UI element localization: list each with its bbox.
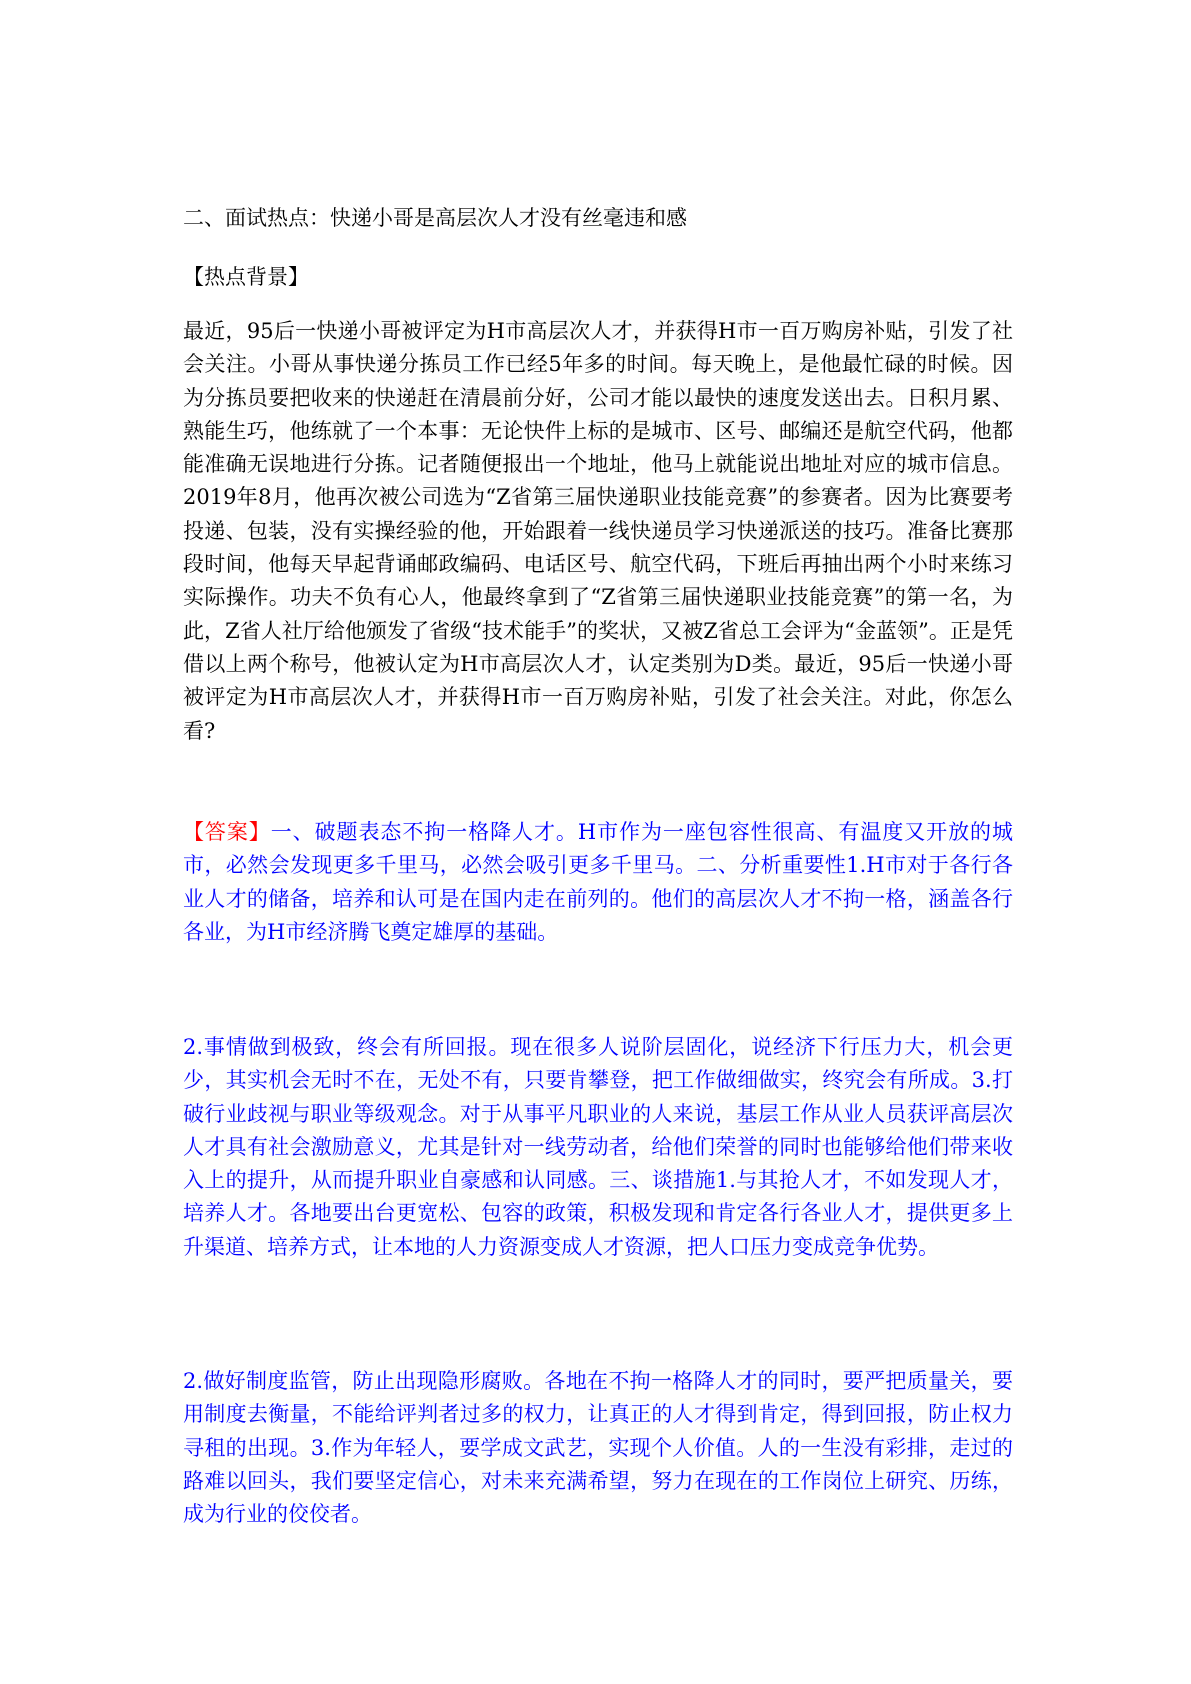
answer-label: 【答案】 [183,820,271,844]
answer-paragraph-3: 2.做好制度监管，防止出现隐形腐败。各地在不拘一格降人才的同时，要严把质量关，要用制度去衡量，不能给评判者过多的权力，让真正的人才得到肯定，得到回报，防止权力寻租的出现。3.作为年轻人，要学成文武艺，实现个人价值。人的一生没有彩排，走过的路难以回头，我们要坚定信心，对未来充满希望，努力在现在的工作岗位上研究、历练，成为行业的佼佼者。 [183,1369,1013,1527]
answer-paragraph-1 [183,816,1013,949]
answer-paragraph-2: 2.事情做到极致，终会有所回报。现在很多人说阶层固化，说经济下行压力大，机会更少，其实机会无时不在，无处不有，只要肯攀登，把工作做细做实，终究会有所成。3.打破行业歧视与职业等级观念。对于从事平凡职业的人来说，基层工作从业人员获评高层次人才具有社会激励意义，尤其是针对一线劳动者，给他们荣誉的同时也能够给他们带来收入上的提升，从而提升职业自豪感和认同感。三、谈措施1.与其抢人才，不如发现人才，培养人才。各地要出台更宽松、包容的政策，积极发现和肯定各行各业人才，提供更多上升渠道、培养方式，让本地的人力资源变成人才资源，把人口压力变成竞争优势。 [183,1035,1013,1259]
page-heading: 二、面试热点：快递小哥是高层次人才没有丝毫违和感 [183,206,687,230]
answer-text-1: 一、破题表态不拘一格降人才。H市作为一座包容性很高、有温度又开放的城市，必然会发现更多千里马，必然会吸引更多千里马。二、分析重要性1.H市对于各行各业人才的储备，培养和认可是在国内走在前列的。他们的高层次人才不拘一格，涵盖各行各业，为H市经济腾飞奠定雄厚的基础。 [183,820,1013,944]
question-paragraph: 最近，95后一快递小哥被评定为H市高层次人才，并获得H市一百万购房补贴，引发了社会关注。小哥从事快递分拣员工作已经5年多的时间。每天晚上，是他最忙碌的时候。因为分拣员要把收来的快递赶在清晨前分好，公司才能以最快的速度发送出去。日积月累、熟能生巧，他练就了一个本事：无论快件上标的是城市、区号、邮编还是航空代码，他都能准确无误地进行分拣。记者随便报出一个地址，他马上就能说出地址对应的城市信息。2019年8月，他再次被公司选为“Z省第三届快递职业技能竞赛”的参赛者。因为比赛要考投递、包装，没有实操经验的他，开始跟着一线快递员学习快递派送的技巧。准备比赛那段时间，他每天早起背诵邮政编码、电话区号、航空代码，下班后再抽出两个小时来练习实际操作。功夫不负有心人，他最终拿到了“Z省第三届快递职业技能竞赛”的第一名，为此，Z省人社厅给他颁发了省级“技术能手”的奖状，又被Z省总工会评为“金蓝领”。正是凭借以上两个称号，他被认定为H市高层次人才，认定类别为D类。最近，95后一快递小哥被评定为H市高层次人才，并获得H市一百万购房补贴，引发了社会关注。对此，你怎么看? [183,319,1013,743]
background-label: 【热点背景】 [183,265,309,289]
